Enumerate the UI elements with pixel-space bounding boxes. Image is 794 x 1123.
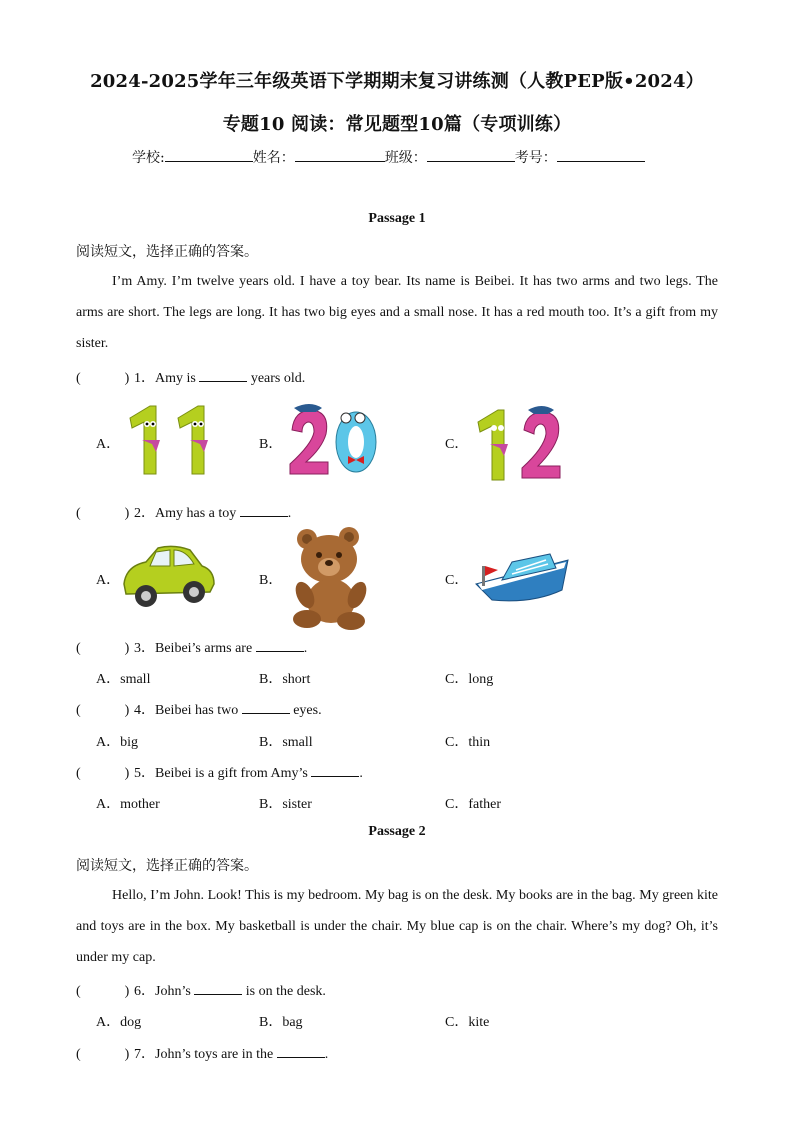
answer-blank[interactable] (194, 981, 242, 995)
toy-boat-icon[interactable] (472, 548, 572, 612)
question-6: ( ) 6．John’s is on the desk. (76, 980, 326, 1000)
q1-option-b-label: B． (259, 437, 283, 452)
question-7: ( ) 7．John’s toys are in the . (76, 1043, 328, 1063)
answer-blank[interactable] (242, 700, 290, 714)
q6-option-c[interactable]: C．kite (445, 1015, 490, 1030)
id-label: 考号： (514, 150, 557, 166)
passage1-title: Passage 1 (368, 211, 426, 226)
document-subtitle: 专题10 阅读：常见题型10篇（专项训练） (222, 114, 572, 135)
id-field[interactable] (557, 147, 645, 162)
q6-option-a[interactable]: A．dog (96, 1015, 142, 1030)
q2-option-c-label: C． (445, 573, 469, 588)
passage2-title: Passage 2 (368, 824, 426, 839)
question-3: ( ) 3．Beibei’s arms are . (76, 637, 307, 657)
question-4: ( ) 4．Beibei has two eyes. (76, 699, 322, 719)
school-field[interactable] (165, 147, 253, 162)
answer-blank[interactable] (311, 763, 359, 777)
answer-blank[interactable] (240, 503, 288, 517)
q3-option-c[interactable]: C．long (445, 672, 494, 687)
q3-option-b[interactable]: B．short (259, 672, 311, 687)
passage2-instruction: 阅读短文，选择正确的答案。 (76, 858, 258, 874)
q2-option-b-label: B． (259, 573, 283, 588)
class-field[interactable] (427, 147, 515, 162)
answer-blank[interactable] (277, 1044, 325, 1058)
q5-option-a[interactable]: A．mother (96, 797, 160, 812)
name-field[interactable] (295, 147, 385, 162)
q4-option-c[interactable]: C．thin (445, 735, 491, 750)
q3-option-a[interactable]: A．small (96, 672, 151, 687)
question-1: ( ) 1．Amy is years old. (76, 367, 305, 387)
teddy-bear-icon[interactable] (285, 525, 375, 635)
q5-option-b[interactable]: B．sister (259, 797, 312, 812)
passage1-instruction: 阅读短文，选择正确的答案。 (76, 244, 258, 260)
number-11-icon[interactable] (120, 400, 220, 484)
q2-option-a-label: A． (96, 573, 121, 588)
q5-option-c[interactable]: C．father (445, 797, 501, 812)
name-label: 姓名： (252, 150, 295, 166)
class-label: 班级： (384, 150, 427, 166)
question-2: ( ) 2．Amy has a toy . (76, 502, 291, 522)
q4-option-b[interactable]: B．small (259, 735, 313, 750)
q1-option-a-label: A． (96, 437, 121, 452)
number-20-icon[interactable] (284, 400, 384, 484)
passage2-text: Hello, I’m John. Look! This is my bedroom. My bag is on the desk. My books are in the bag. My green kite and toys are in the box. My basketball is under the chair. My blue cap is on the chair. Where’s my dog? Oh, it’s under my cap. (76, 888, 718, 965)
number-12-icon[interactable] (470, 400, 574, 490)
q1-option-c-label: C． (445, 437, 469, 452)
question-5: ( ) 5．Beibei is a gift from Amy’s . (76, 762, 363, 782)
document-title: 2024-2025学年三年级英语下学期期末复习讲练测（人教PEP版•2024） (90, 71, 704, 92)
passage1-text: I’m Amy. I’m twelve years old. I have a toy bear. Its name is Beibei. It has two arms and two legs. The arms are short. The legs are long. It has two big eyes and a small nose. It has a red mouth too. It’s a gift from my sister. (76, 274, 718, 351)
info-line (132, 147, 645, 167)
toy-car-icon[interactable] (118, 540, 218, 618)
answer-blank[interactable] (256, 638, 304, 652)
q6-option-b[interactable]: B．bag (259, 1015, 303, 1030)
school-label: 学校: (132, 150, 165, 166)
q4-option-a[interactable]: A．big (96, 735, 139, 750)
answer-blank[interactable] (199, 368, 247, 382)
